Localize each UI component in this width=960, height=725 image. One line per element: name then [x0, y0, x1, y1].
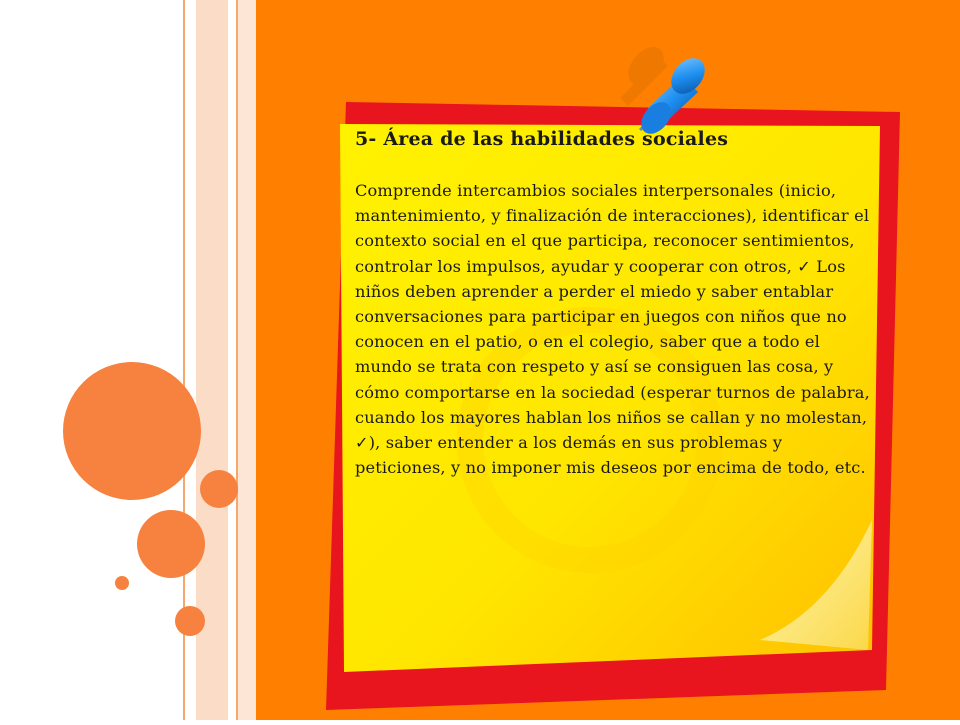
slide-title: 5- Área de las habilidades sociales	[355, 128, 729, 150]
note-text-block	[355, 128, 875, 480]
slide-body: Comprende intercambios sociales interpersonales (inicio, mantenimiento, y finalización de interacciones), identificar el contexto social en el que participa, reconocer sentimientos, controlar los impulsos, ayudar y cooperar con otros, ✓ Los niños deben aprender a perder el miedo y saber entablar conversaciones para participar en juegos con niños que no conocen en el patio, o en el colegio, saber que a todo el mundo se trata con respeto y así se consiguen las cosa, y cómo comportarse en la sociedad (esperar turnos de palabra, cuando los mayores hablan los niños se callan y no molestan, ✓), saber entender a los demás en sus problemas y peticiones, y no imponer mis deseos por encima de todo, etc.	[355, 181, 870, 478]
